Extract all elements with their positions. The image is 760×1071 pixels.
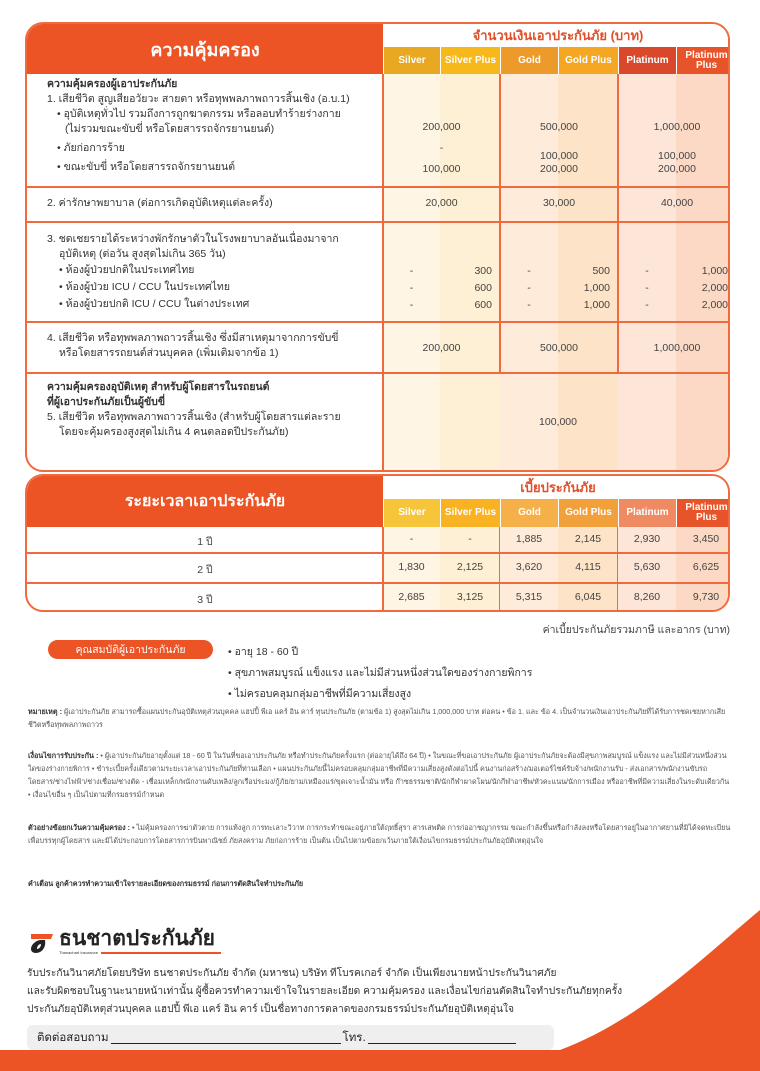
row2-silver-value: 20,000 [425, 197, 458, 209]
row1-silver-value: - [439, 142, 444, 154]
qualifications-badge: คุณสมบัติผู้เอาประกันภัย [48, 640, 213, 659]
row1-platinum-value: 200,000 [658, 163, 696, 175]
premium-value: 3,620 [515, 561, 543, 573]
row1-gold-value: 200,000 [540, 163, 578, 175]
remark-note-text: ผู้เอาประกันภัย สามารถซื้อแผนประกันอุบัติเหตุส่วนบุคคล แฮปปี้ พีเอ แคร์ อิน คาร์ ทุนประกันภัย (ตามข้อ 1) สูงสุดไม่เกิน 1,000,000 บาท ต่อคน • ข้อ 1. และ ข้อ 4. เป็นจำนวนเงินเอาประกันภัยที่ได้รับการชดเชยหากเสียชีวิตหรือทุพพลภาพถาวร [28, 707, 726, 729]
row3-bullet: • ห้องผู้ป่วยปกติในประเทศไทย [59, 264, 195, 276]
premium-value: 3,450 [692, 532, 720, 545]
row1-item: 1. เสียชีวิต สูญเสียอวัยวะ สายตา หรือทุพพลภาพถาวรสิ้นเชิง (อ.บ.1) [47, 93, 350, 105]
coverage-row-3 [47, 232, 382, 313]
row1-platinum-value: 100,000 [658, 150, 696, 162]
row3-line: 3. ชดเชยรายได้ระหว่างพักรักษาตัวในโรงพยาบาลอันเนื่องมาจาก [47, 233, 339, 245]
tier-silver: Silver [383, 499, 440, 527]
row5-heading: ที่ผู้เอาประกันภัยเป็นผู้ขับขี่ [47, 396, 166, 408]
qualification-item: • อายุ 18 - 60 ปี [228, 646, 299, 658]
remark-conditions [28, 749, 733, 801]
row3-value: - [645, 265, 649, 277]
row3-line: อุบัติเหตุ (ต่อวัน สูงสุดไม่เกิน 365 วัน) [59, 248, 226, 260]
logo-mark-icon [27, 931, 55, 955]
premium-value: 2,145 [574, 532, 602, 545]
row3-bullet: • ห้องผู้ป่วย ICU / CCU ในประเทศไทย [59, 281, 231, 293]
tier-platinum: Platinum [618, 499, 676, 527]
logo-subtext: Thanachart Insurance [59, 950, 98, 955]
tier-gold-plus: Gold Plus [558, 47, 618, 74]
disclaimer-line: และรับผิดชอบในฐานะนายหน้าเท่านั้น ผู้ซื้อควรทำความเข้าใจในรายละเอียด ความคุ้มครอง และเงื่อนไขก่อนตัดสินใจทำประกันภัยทุกครั้ง [27, 986, 623, 997]
row3-value: - [409, 282, 414, 294]
period-label: 1 ปี [197, 535, 213, 548]
premium-value: 6,625 [692, 561, 720, 573]
divider [27, 186, 730, 188]
remark-conditions-title: เงื่อนไขการรับประกัน : [28, 751, 99, 760]
premium-value: 8,260 [633, 591, 661, 603]
remark-exclusions-text: • ไม่คุ้มครองการฆ่าตัวตาย การแท้งลูก การทะเลาะวิวาท การกระทำขณะอยู่ภายใต้ฤทธิ์สุรา สารเสพติด การก่ออาชญากรรม ขณะกำลังขึ้นหรือกำลังลงหรือโดยสารอยู่ในอากาศยานที่มิได้จดทะเบียนเพื่อบรรทุกผู้โดยสาร และมิได้ประกอบการโดยสารการบินพาณิชย์ ภัยสงคราม ภัยก่อการร้าย เป็นต้น เป็นไปตามข้อยกเว้นภายใต้เงื่อนไขกรมธรรม์ประกันภัยอุบัติเหตุอุ่นใจ [28, 823, 731, 845]
tier-silver-plus: Silver Plus [440, 499, 500, 527]
tier-silver: Silver [383, 47, 440, 74]
row3-value: - [527, 299, 531, 311]
tier-gold: Gold [500, 47, 558, 74]
row3-value: - [527, 282, 531, 294]
coverage-table [25, 22, 730, 472]
tier-gold-plus: Gold Plus [558, 499, 618, 527]
tier-platinum: Platinum [618, 47, 676, 74]
disclaimer-line: รับประกันวินาศภัยโดยบริษัท ธนชาตประกันภัย จำกัด (มหาชน) บริษัท ทีโบรคเกอร์ จำกัด เป็นเพียงนายหน้าประกันวินาศภัย [27, 968, 557, 979]
remark-warning: คำเตือน ลูกค้าควรทำความเข้าใจรายละเอียดของกรมธรรม์ ก่อนการตัดสินใจทำประกันภัย [28, 879, 304, 888]
row3-value: 2,000 [701, 299, 728, 311]
row3-value: - [409, 265, 414, 277]
row1-bullet: • อุบัติเหตุทั่วไป รวมถึงการถูกฆาตกรรม หรือลอบทำร้ายร่างกาย [57, 108, 341, 120]
remark-note [28, 705, 733, 731]
row3-value: - [645, 282, 649, 294]
premium-value: 5,630 [633, 561, 661, 573]
premium-value: 1,885 [515, 532, 543, 545]
row4-line: 4. เสียชีวิต หรือทุพพลภาพถาวรสิ้นเชิง ซึ่งมีสาเหตุมาจากการขับขี่ [47, 332, 339, 344]
contact-name-line[interactable] [111, 1032, 341, 1044]
row3-value: 300 [474, 265, 492, 277]
row3-value: 600 [474, 282, 492, 294]
footer-disclaimer [27, 965, 622, 1019]
row3-value: 600 [474, 299, 492, 311]
premium-note: ค่าเบี้ยประกันภัยรวมภาษี และอากร (บาท) [542, 624, 730, 636]
logo-underline [101, 952, 221, 954]
coverage-row-1 [47, 77, 382, 175]
coverage-header: ความคุ้มครอง [27, 24, 383, 74]
contact-label: ติดต่อสอบถาม [37, 1031, 109, 1044]
row4-platinum-value: 1,000,000 [653, 342, 701, 354]
row2-platinum-value: 40,000 [660, 197, 694, 209]
row3-value: 1,000 [701, 265, 728, 277]
row3-value: 1,000 [583, 282, 610, 294]
company-logo [27, 928, 221, 955]
divider [617, 74, 619, 373]
row1-platinum-value: 1,000,000 [653, 121, 701, 133]
tier-gold: Gold [500, 499, 558, 527]
period-label: 3 ปี [197, 594, 213, 606]
row1-heading: ความคุ้มครองผู้เอาประกันภัย [47, 78, 178, 90]
row3-bullet: • ห้องผู้ป่วยปกติ ICU / CCU ในต่างประเทศ [59, 298, 250, 310]
premium-value: 2,685 [398, 591, 425, 603]
premium-value: 2,930 [633, 532, 661, 545]
period-header: ระยะเวลาเอาประกันภัย [27, 476, 383, 527]
period-label: 2 ปี [197, 564, 213, 576]
divider [27, 552, 730, 554]
coverage-row-5 [47, 380, 382, 440]
coverage-row-4 [47, 331, 382, 361]
divider [27, 582, 730, 584]
row1-silver-value: 100,000 [422, 163, 461, 175]
row1-bullet: • ขณะขับขี่ หรือโดยสารรถจักรยานยนต์ [57, 161, 236, 173]
row3-value: - [409, 299, 414, 311]
row1-bullet: • ภัยก่อการร้าย [57, 142, 125, 154]
divider [27, 372, 730, 374]
row3-value: - [645, 299, 649, 311]
phone-line[interactable] [368, 1032, 516, 1044]
logo-text: ธนชาตประกันภัย [59, 927, 215, 950]
sum-insured-header: จำนวนเงินเอาประกันภัย (บาท) [383, 24, 730, 47]
row4-silver-value: 200,000 [422, 342, 461, 354]
premium-value: 5,315 [515, 591, 543, 603]
divider [499, 74, 501, 373]
row3-value: 500 [592, 265, 610, 277]
row5-value: 100,000 [539, 416, 577, 428]
row2-label: 2. ค่ารักษาพยาบาล (ต่อการเกิดอุบัติเหตุแต่ละครั้ง) [47, 197, 273, 209]
contact-box [27, 1025, 554, 1050]
row4-gold-value: 500,000 [540, 342, 578, 354]
tier-platinum-plus: Platinum Plus [676, 47, 730, 74]
row5-line: 5. เสียชีวิต หรือทุพพลภาพถาวรสิ้นเชิง (สำหรับผู้โดยสารแต่ละราย [47, 411, 341, 423]
row1-gold-value: 100,000 [540, 150, 578, 162]
remark-exclusions [28, 821, 733, 847]
row3-value: 2,000 [701, 282, 728, 294]
row3-value: 1,000 [583, 299, 610, 311]
divider [27, 321, 730, 323]
premium-value: 9,730 [692, 591, 720, 603]
premium-value: - [409, 532, 414, 545]
row5-heading: ความคุ้มครองอุบัติเหตุ สำหรับผู้โดยสารในรถยนต์ [47, 381, 270, 393]
tier-silver-plus: Silver Plus [440, 47, 500, 74]
premium-value: 1,830 [398, 561, 425, 573]
divider [27, 221, 730, 223]
remark-exclusions-title: ตัวอย่างข้อยกเว้นความคุ้มครอง : [28, 823, 131, 832]
premium-value: 4,115 [575, 561, 601, 573]
remark-conditions-text: • ผู้เอาประกันภัยอายุตั้งแต่ 18 - 60 ปี ในวันที่ขอเอาประกันภัย หรือทำประกันภัยครั้งแรก (ต่ออายุได้ถึง 64 ปี) • ในขณะที่ขอเอาประกันภัย ผู้เอาประกันภัยจะต้องมีสุขภาพสมบูรณ์ แข็งแรง และไม่มีส่วนหนึ่งส่วนใดของร่างกายพิการ • ชำระเบี้ยครั้งเดียวตามระยะเวลาเอาประกันภัยที่ท่านเลือก • แผนประกันภัยนี้ไม่ครอบคลุมกลุ่มอาชีพที่มีความเสี่ยงสูงดังต่อไปนี้ คนงานก่อสร้าง/มอเตอร์ไซค์รับจ้าง/พนักงานรับ - ส่งเอกสาร/พนักงานขับรถโดยสาร/ช่างไฟฟ้า/ช่างเชื่อม/ช่างตัด - เชื่อมเหล็ก/พนักงานดับเพลิง/ลูกเรือประมง/กู้ภัย/ยาม/เหมืองแร่/ขุดเจาะน้ำมัน หรือ ก๊าซธรรมชาติ/นักกีฬาผาดโผน/นักกีฬาอาชีพ/หัวคะแนน/นักการเมือง หรืออาชีพที่มีความเสี่ยงในระดับเดียวกัน • เงื่อนไขอื่น ๆ เป็นไปตามที่กรมธรรม์กำหนด [28, 751, 730, 799]
row5-line: โดยจะคุ้มครองสูงสุดไม่เกิน 4 คนตลอดปีประกันภัย) [59, 426, 289, 438]
row1-gold-value: 500,000 [540, 121, 578, 133]
row2-gold-value: 30,000 [542, 197, 576, 209]
row4-line: หรือโดยสารรถยนต์ส่วนบุคคล (เพิ่มเติมจากข้อ 1) [59, 347, 279, 359]
premium-value: 3,125 [456, 591, 484, 603]
premium-value: - [468, 532, 472, 545]
qualification-item: • สุขภาพสมบูรณ์ แข็งแรง และไม่มีส่วนหนึ่งส่วนใดของร่างกายพิการ [228, 667, 533, 679]
row3-value: - [527, 265, 531, 277]
remark-note-title: หมายเหตุ : [28, 707, 62, 716]
premium-value: 6,045 [574, 591, 602, 603]
row1-silver-value: 200,000 [422, 121, 461, 133]
premium-header: เบี้ยประกันภัย [383, 476, 730, 499]
premium-table [25, 474, 730, 612]
qualification-item: • ไม่ครอบคลุมกลุ่มอาชีพที่มีความเสี่ยงสูง [228, 688, 412, 700]
phone-label: โทร. [342, 1031, 366, 1044]
premium-value: 2,125 [456, 561, 484, 573]
row1-bullet-cont: (ไม่รวมขณะขับขี่ หรือโดยสารรถจักรยานยนต์) [65, 123, 275, 135]
tier-platinum-plus: Platinum Plus [676, 499, 730, 527]
qualifications-list [228, 642, 532, 705]
disclaimer-line: ประกันภัยอุบัติเหตุส่วนบุคคล แฮปปี้ พีเอ แคร์ อิน คาร์ เป็นชื่อทางการตลาดของกรมธรรม์ประกันภัยอุบัติเหตุอุ่นใจ [27, 1004, 514, 1015]
